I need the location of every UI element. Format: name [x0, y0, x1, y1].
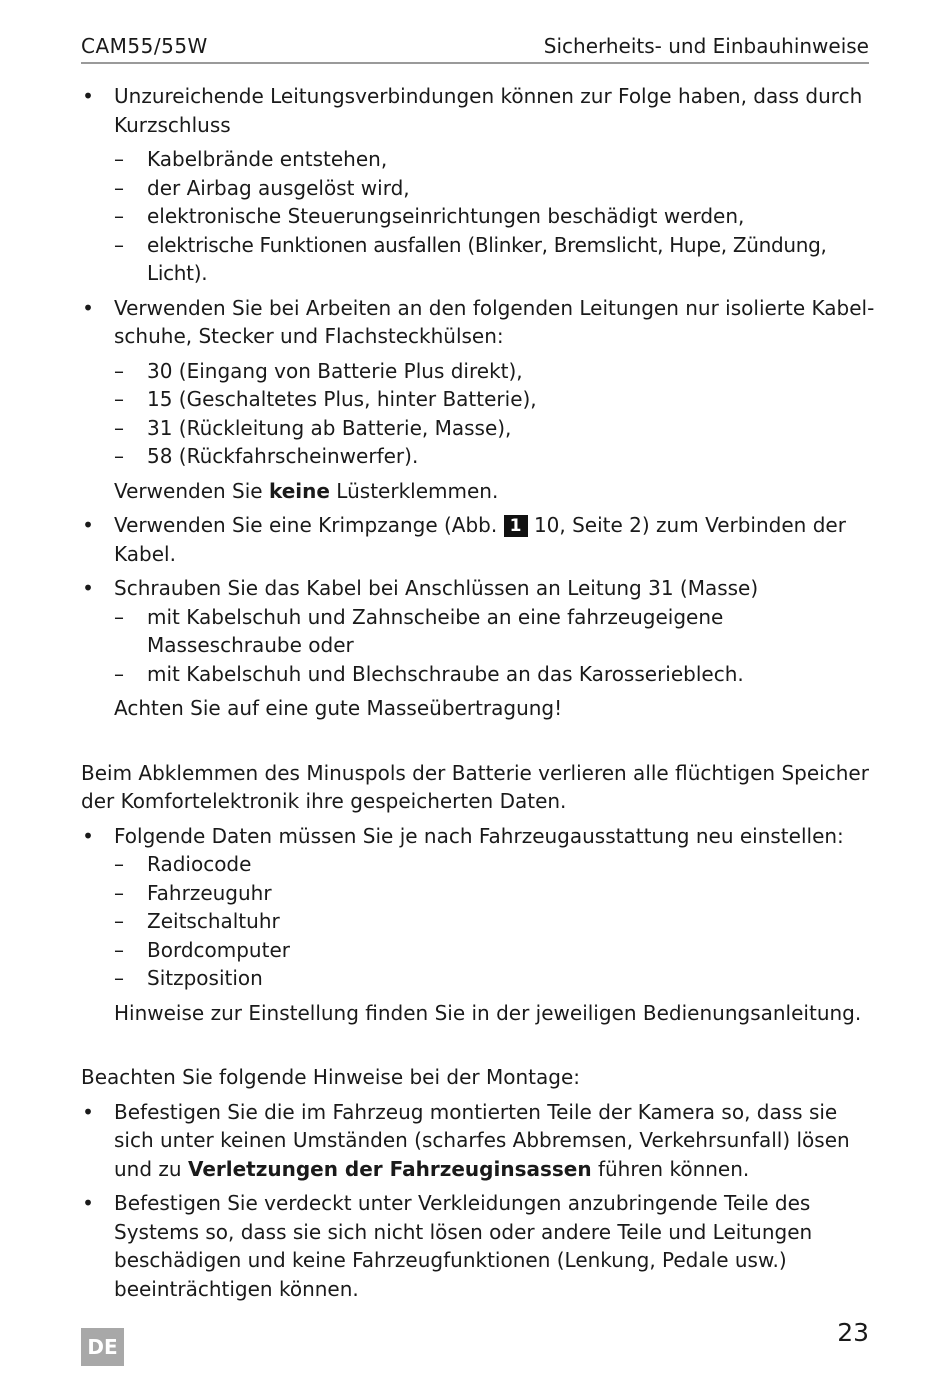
- dash-item: – der Airbag ausgelöst wird,: [81, 174, 881, 203]
- dash-item: – 15 (Geschaltetes Plus, hinter Batterie),: [81, 385, 881, 414]
- bullet-note: Verwenden Sie keine Lüsterklemmen.: [114, 478, 499, 503]
- bullet-crimp-tool: [81, 511, 881, 568]
- page-header: [81, 32, 869, 64]
- bullet-icon: •: [82, 576, 94, 600]
- bullet-icon: •: [82, 84, 94, 108]
- dash-item: – elektrische Funktionen ausfallen (Blinker, Bremslicht, Hupe, Zündung, Licht).: [114, 232, 827, 285]
- page-content: [81, 82, 881, 1309]
- dash-icon: –: [114, 147, 124, 171]
- bullet-note: Hinweise zur Einstellung finden Sie in der jeweiligen Bedienungsanleitung.: [114, 1000, 862, 1025]
- bullet-text: Folgende Daten müssen Sie je nach Fahrzeugausstattung neu einstellen:: [114, 823, 844, 848]
- emphasis: keine: [268, 478, 330, 503]
- dash-item: – mit Kabelschuh und Blechschraube an das Karosserieblech.: [81, 660, 881, 689]
- dash-item: – Kabelbrände entstehen,: [81, 145, 881, 174]
- bullet-icon: •: [82, 1191, 94, 1215]
- section-gap: [81, 723, 881, 759]
- bullet-icon: •: [82, 295, 94, 320]
- dash-item: – Bordcomputer: [81, 936, 881, 965]
- dash-icon: –: [114, 387, 124, 411]
- language-badge: DE: [81, 1328, 124, 1366]
- bullet-text: Befestigen Sie verdeckt unter Verkleidungen anzubringende Teile des Systems so, dass sie sich nicht lösen oder andere Teile und Leitungen beschädigen und keine Fahrzeugfunktionen (Lenkung, Pedale usw.) beeinträchtigen können.: [114, 1191, 813, 1301]
- bullet-icon: •: [82, 823, 94, 848]
- dash-icon: –: [114, 852, 124, 876]
- dash-icon: –: [114, 604, 124, 629]
- dash-item: – elektronische Steuerungseinrichtungen beschädigt werden,: [81, 202, 881, 231]
- dash-item: – mit Kabelschuh und Zahnscheibe an eine fahrzeugeigene Masseschraube oder: [114, 604, 724, 657]
- bullet-icon: •: [82, 513, 94, 537]
- dash-icon: –: [114, 880, 124, 905]
- bullet-text: Verwenden Sie bei Arbeiten an den folgenden Leitungen nur isolierte Kabelschuhe, Stecker und Flachsteckhülsen:: [114, 295, 875, 348]
- dash-icon: –: [114, 175, 124, 200]
- dash-icon: –: [114, 937, 124, 962]
- bullet-text: Unzureichende Leitungsverbindungen können zur Folge haben, dass durch Kurzschluss: [114, 84, 863, 137]
- bullet-text: Verwenden Sie eine Krimpzange (Abb. 1 10, Seite 2) zum Verbinden der Kabel.: [114, 513, 846, 566]
- dash-item: – 30 (Eingang von Batterie Plus direkt),: [81, 357, 881, 386]
- emphasis: Verletzungen der Fahrzeuginsassen: [187, 1156, 592, 1181]
- bullet-text: Befestigen Sie die im Fahrzeug montierten Teile der Kamera so, dass sie sich unter keinen Umständen (scharfes Abbremsen, Verkehrsunfall) lösen und zu Verletzungen der Fahrzeuginsassen führen können.: [114, 1099, 850, 1181]
- page-number: 23: [837, 1318, 869, 1347]
- dash-icon: –: [114, 358, 124, 383]
- bullet-ground-connection: [81, 574, 881, 603]
- dash-item: – Fahrzeuguhr: [81, 879, 881, 908]
- bullet-text: Schrauben Sie das Kabel bei Anschlüssen an Leitung 31 (Masse): [114, 576, 759, 600]
- bullet-reset-data: [81, 822, 881, 851]
- dash-item: – 31 (Rückleitung ab Batterie, Masse),: [81, 414, 881, 443]
- figure-number-badge: 1: [504, 515, 528, 537]
- dash-icon: –: [114, 966, 124, 990]
- dash-icon: –: [114, 661, 124, 686]
- bullet-short-circuit: [81, 82, 881, 139]
- bullet-insulated-connectors: [81, 294, 881, 351]
- bullet-concealed-parts: [81, 1189, 881, 1303]
- paragraph-mounting-intro: Beachten Sie folgende Hinweise bei der Montage:: [81, 1065, 580, 1089]
- paragraph-battery-disconnect: Beim Abklemmen des Minuspols der Batterie verlieren alle flüchtigen Speicher der Komfortelektronik ihre gespeicherten Daten.: [81, 760, 869, 813]
- section-title: Sicherheits- und Einbauhinweise: [543, 34, 869, 58]
- dash-item: – Radiocode: [81, 850, 881, 879]
- dash-icon: –: [114, 444, 124, 468]
- dash-item: – 58 (Rückfahrscheinwerfer).: [81, 442, 881, 471]
- bullet-icon: •: [82, 1099, 94, 1124]
- section-gap: [81, 1027, 881, 1063]
- dash-icon: –: [114, 204, 124, 228]
- bullet-secure-parts: [81, 1098, 881, 1184]
- dash-icon: –: [114, 415, 124, 440]
- dash-icon: –: [114, 232, 124, 257]
- bullet-note: Achten Sie auf eine gute Masseübertragung!: [114, 696, 563, 720]
- model-name: CAM55/55W: [81, 34, 208, 58]
- dash-icon: –: [114, 909, 124, 933]
- dash-item: – Sitzposition: [81, 964, 881, 993]
- dash-item: – Zeitschaltuhr: [81, 907, 881, 936]
